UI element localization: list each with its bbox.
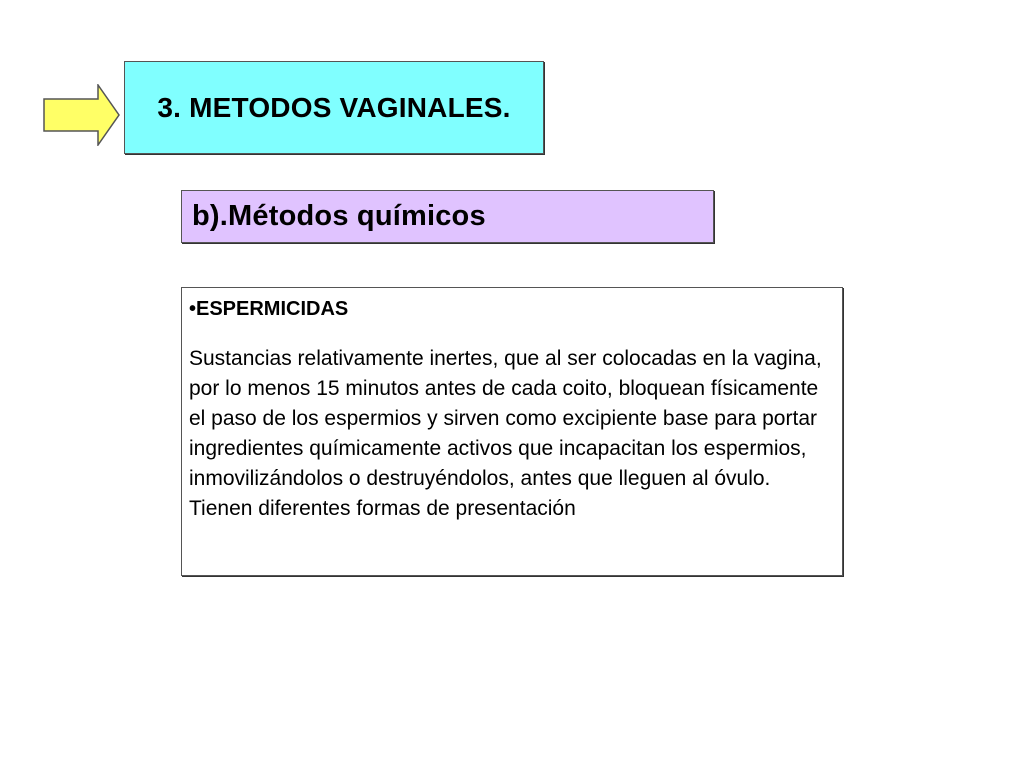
subtitle: b).Métodos químicos: [192, 200, 486, 232]
subtitle-box: [181, 190, 714, 243]
content-body: Sustancias relativamente inertes, que al ser colocadas en la vagina, por lo menos 15 minutos antes de cada coito, bloquean físicamente el paso de los espermios y sirven como excipiente base para portar ingredientes químicamente activos que incapacitan los espermios, inmovilizándolos o destruyéndolos, antes que lleguen al óvulo. Tienen diferentes formas de presentación: [189, 347, 822, 520]
content-heading: •ESPERMICIDAS: [189, 298, 349, 320]
content-box: [181, 287, 843, 576]
section-title: 3. METODOS VAGINALES.: [157, 91, 511, 123]
section-title-box: [124, 61, 544, 154]
right-arrow-icon: [43, 84, 120, 146]
